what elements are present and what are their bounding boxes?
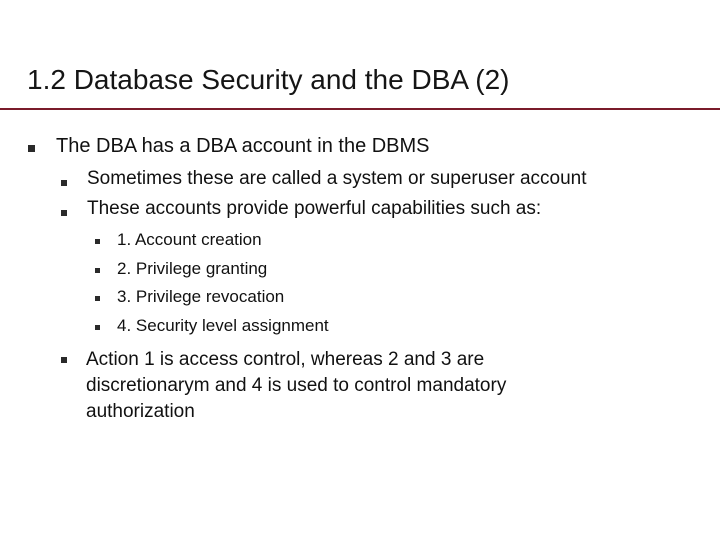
bullet-level3-text: 2. Privilege granting — [117, 259, 268, 278]
slide-title: 1.2 Database Security and the DBA (2) — [27, 64, 510, 95]
square-bullet-icon — [28, 145, 35, 152]
bullet-level3-text: 3. Privilege revocation — [117, 287, 285, 306]
paragraph-line: authorization — [86, 401, 195, 422]
title-divider — [0, 108, 720, 110]
square-bullet-icon — [61, 357, 67, 363]
square-bullet-icon — [61, 210, 67, 216]
square-bullet-icon — [95, 239, 100, 244]
paragraph-line: discretionarym and 4 is used to control mandatory — [86, 375, 507, 396]
bullet-level3-text: 1. Account creation — [117, 230, 262, 249]
square-bullet-icon — [61, 180, 67, 186]
square-bullet-icon — [95, 325, 100, 330]
bullet-level2-text: Sometimes these are called a system or superuser account — [87, 168, 587, 189]
bullet-level3-text: 4. Security level assignment — [117, 316, 329, 335]
square-bullet-icon — [95, 268, 100, 273]
paragraph-line: Action 1 is access control, whereas 2 and 3 are — [86, 349, 485, 370]
bullet-level2-paragraph — [86, 347, 646, 425]
square-bullet-icon — [95, 296, 100, 301]
bullet-level2-text: These accounts provide powerful capabilities such as: — [87, 198, 542, 219]
bullet-level1-text: The DBA has a DBA account in the DBMS — [56, 135, 430, 157]
